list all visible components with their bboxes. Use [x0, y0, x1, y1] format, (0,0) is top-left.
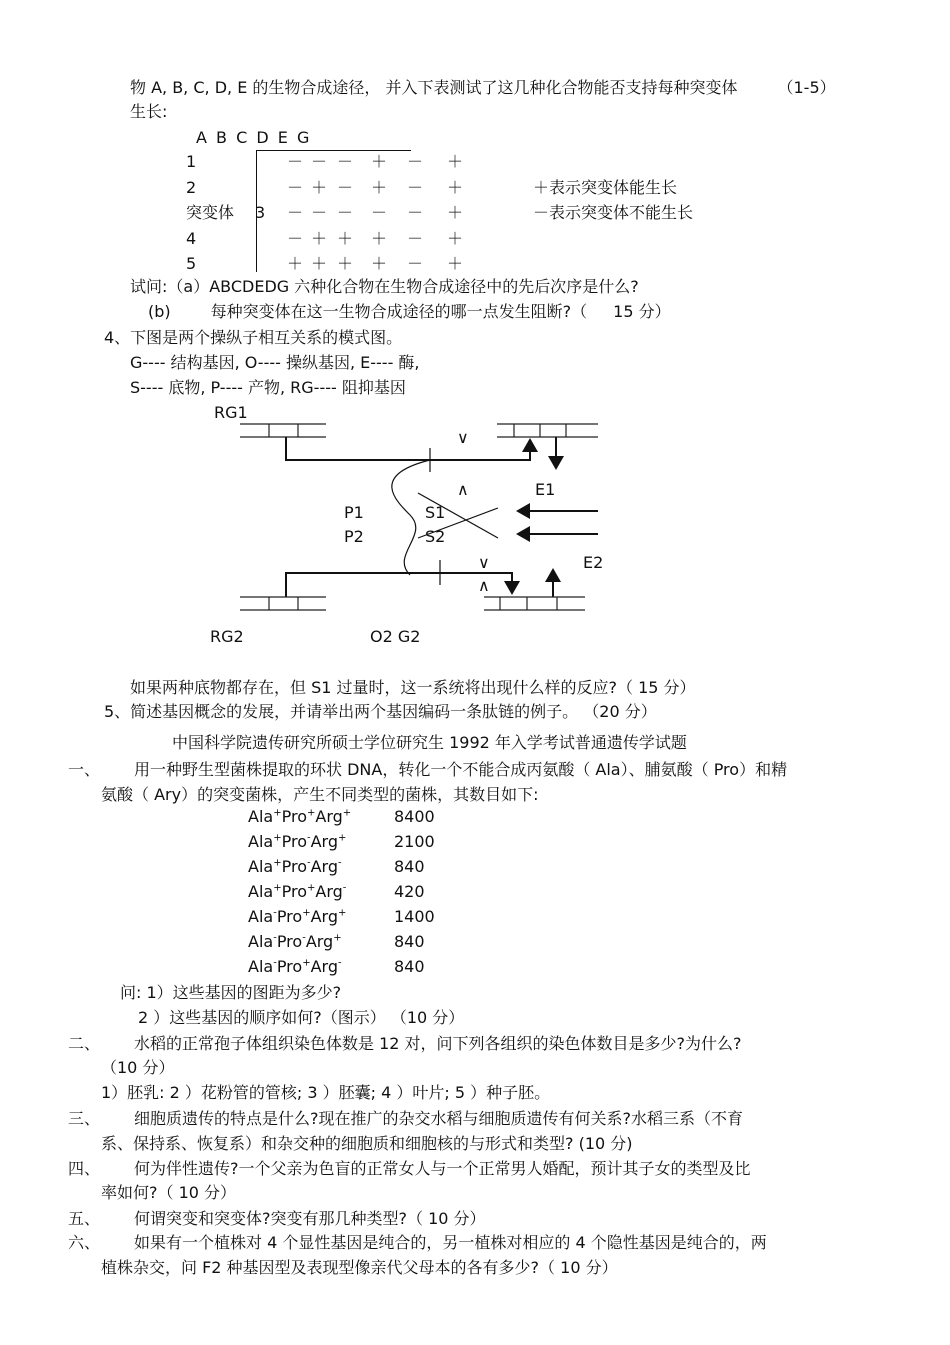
- genotype-count: 840: [394, 857, 425, 876]
- label-s2: S2: [425, 527, 446, 546]
- genotype-row: [248, 807, 435, 827]
- genotype-count: 1400: [394, 907, 435, 926]
- growth-cell: －: [406, 152, 423, 171]
- growth-cell: －: [286, 152, 303, 171]
- q1-number: 一、: [68, 760, 101, 779]
- genotype-row: [248, 907, 435, 927]
- growth-cell: ＋: [370, 152, 387, 171]
- q3-row-label: 突变体: [186, 203, 235, 222]
- q3-line2: 系、保持系、恢复系）和杂交种的细胞质和细胞核的与形式和类型? (10 分): [101, 1134, 633, 1153]
- q3-table-header: A B C D E G: [196, 128, 312, 147]
- q6-line1: 如果有一个植株对 4 个显性基因是纯合的，另一植株对相应的 4 个隐性基因是纯合的，两: [134, 1233, 767, 1252]
- growth-cell: ＋: [446, 152, 463, 171]
- label-rg2: RG2: [210, 627, 244, 646]
- growth-cell: －: [406, 228, 423, 248]
- q2-line1: 水稻的正常孢子体组织染色体数是 12 对，问下列各组织的染色体数目是多少?为什么?: [134, 1034, 742, 1053]
- growth-cell: ＋: [370, 228, 387, 248]
- growth-cell: ＋: [446, 177, 463, 197]
- genotype-row: [248, 857, 425, 877]
- label-e2: E2: [583, 553, 604, 572]
- growth-cell: －: [286, 177, 303, 197]
- q4-line2: 率如何?（ 10 分）: [101, 1183, 237, 1202]
- growth-cell: ＋: [446, 228, 463, 248]
- q1-ask1: 问: 1）这些基因的图距为多少?: [120, 983, 342, 1002]
- growth-cell: －: [286, 203, 303, 222]
- q5-line1: 何谓突变和突变体?突变有那几种类型?（ 10 分）: [134, 1209, 486, 1228]
- label-s1: S1: [425, 503, 446, 522]
- q3-question-a: 试问:（a）ABCDEDG 六种化合物在生物合成途径中的先后次序是什么?: [130, 277, 639, 296]
- growth-cell: ＋: [446, 254, 463, 273]
- genotype-row: [248, 932, 425, 952]
- growth-cell: －: [310, 203, 327, 222]
- q4-legend-line1: G---- 结构基因, O---- 操纵基因, E---- 酶,: [130, 353, 420, 372]
- rg1-gene-block: [240, 424, 326, 437]
- growth-cell: －: [370, 203, 387, 222]
- q4-number: 四、: [68, 1159, 101, 1178]
- growth-cell: －: [336, 203, 353, 222]
- genotype-count: 420: [394, 882, 425, 901]
- label-p2: P2: [344, 527, 364, 546]
- genotype-label: Ala+Pro-Arg-: [248, 857, 342, 876]
- mutant-row-id: 1: [186, 152, 197, 171]
- q6-line2: 植株杂交，问 F2 种基因型及表现型像亲代父母本的各有多少?（ 10 分）: [101, 1258, 618, 1277]
- rg2-gene-block: [240, 597, 326, 610]
- q3-question-b: (b) 每种突变体在这一生物合成途径的哪一点发生阻断?（ 15 分）: [148, 302, 671, 321]
- q3-number: 三、: [68, 1109, 101, 1128]
- growth-cell: ＋: [310, 177, 327, 197]
- genotype-row: [248, 832, 435, 852]
- genotype-label: Ala+Pro+Arg+: [248, 807, 352, 826]
- genotype-label: Ala+Pro-Arg+: [248, 832, 347, 851]
- genotype-row: [248, 882, 425, 902]
- label-o2-g2: O2 G2: [370, 627, 421, 646]
- genotype-count: 2100: [394, 832, 435, 851]
- q1-ask2: 2 ）这些基因的顺序如何?（图示） （10 分）: [138, 1008, 465, 1027]
- q5-number: 五、: [68, 1209, 101, 1228]
- q6-number: 六、: [68, 1233, 101, 1252]
- q4-line1: 何为伴性遗传?一个父亲为色盲的正常女人与一个正常男人婚配，预计其子女的类型及比: [134, 1159, 751, 1178]
- q3-line1: 细胞质遗传的特点是什么?现在推广的杂交水稻与细胞质遗传有何关系?水稻三系（不育: [134, 1109, 743, 1128]
- rg1-repressor-arrow: [286, 437, 530, 460]
- genotype-count: 840: [394, 957, 425, 976]
- label-e1: E1: [535, 480, 556, 499]
- growth-cell: ＋: [310, 254, 327, 273]
- genotype-count: 8400: [394, 807, 435, 826]
- q2-number: 二、: [68, 1034, 101, 1053]
- q2-items: 1）胚乳: 2 ）花粉管的管核; 3 ）胚囊; 4 ）叶片; 5 ）种子胚。: [101, 1083, 551, 1102]
- genotype-label: Ala-Pro-Arg+: [248, 932, 342, 951]
- growth-cell: －: [310, 152, 327, 171]
- label-rg1: RG1: [214, 403, 248, 422]
- growth-cell: －: [406, 203, 423, 222]
- symbol-v-top: ∨: [457, 428, 469, 447]
- growth-cell: －: [406, 177, 423, 197]
- genotype-row: [248, 957, 425, 977]
- growth-cell: ＋: [336, 228, 353, 248]
- growth-cell: ＋: [446, 203, 463, 222]
- q3-intro-line1: 物 A, B, C, D, E 的生物合成途径， 并入下表测试了这几种化合物能否支持每种突变体 （1-5）: [130, 78, 836, 97]
- growth-cell: ＋: [370, 254, 387, 273]
- growth-cell: ＋: [370, 177, 387, 197]
- q5-text: 5、简述基因概念的发展，并请举出两个基因编码一条肽链的例子。 （20 分）: [104, 702, 657, 721]
- growth-cell: －: [336, 177, 353, 197]
- mutant-row-id: 2: [186, 177, 197, 197]
- growth-cell: ＋: [310, 228, 327, 248]
- genotype-label: Ala-Pro+Arg-: [248, 957, 342, 976]
- mutant-row-id: 5: [186, 254, 197, 273]
- growth-cell: －: [336, 152, 353, 171]
- q1-line2: 氨酸（ Ary）的突变菌株，产生不同类型的菌株，其数目如下:: [101, 785, 539, 804]
- symbol-v-bottom: ∨: [478, 553, 490, 572]
- operon1-gene-block: [497, 424, 598, 437]
- q3-legend-minus: －表示突变体不能生长: [533, 203, 694, 222]
- growth-cell: ＋: [286, 254, 303, 273]
- label-p1: P1: [344, 503, 364, 522]
- q4-title: 4、下图是两个操纵子相互关系的模式图。: [104, 328, 403, 347]
- q1-line1: 用一种野生型菌株提取的环状 DNA，转化一个不能合成丙氨酸（ Ala）、脯氨酸（ Pro）和精: [134, 760, 788, 779]
- q3-intro-line2: 生长:: [130, 102, 168, 121]
- growth-cell: ＋: [336, 254, 353, 273]
- growth-cell: －: [406, 254, 423, 273]
- operon2-gene-block: [484, 597, 585, 610]
- mutant-row-id: 3: [255, 203, 266, 222]
- genotype-label: Ala+Pro+Arg-: [248, 882, 347, 901]
- genotype-count: 840: [394, 932, 425, 951]
- symbol-caret-bottom: ∧: [478, 576, 490, 595]
- exam-heading: 中国科学院遗传研究所硕士学位研究生 1992 年入学考试普通遗传学试题: [172, 733, 687, 752]
- mutant-row-id: 4: [186, 228, 197, 248]
- growth-cell: －: [286, 228, 303, 248]
- q2-line2: （10 分）: [101, 1058, 175, 1077]
- q4-question: 如果两种底物都存在，但 S1 过量时，这一系统将出现什么样的反应?（ 15 分）: [130, 678, 696, 697]
- genotype-label: Ala-Pro+Arg+: [248, 907, 347, 926]
- symbol-caret-mid: ∧: [457, 480, 469, 499]
- q4-legend-line2: S---- 底物, P---- 产物, RG---- 阻抑基因: [130, 378, 406, 397]
- q3-legend-plus: ＋表示突变体能生长: [533, 178, 678, 197]
